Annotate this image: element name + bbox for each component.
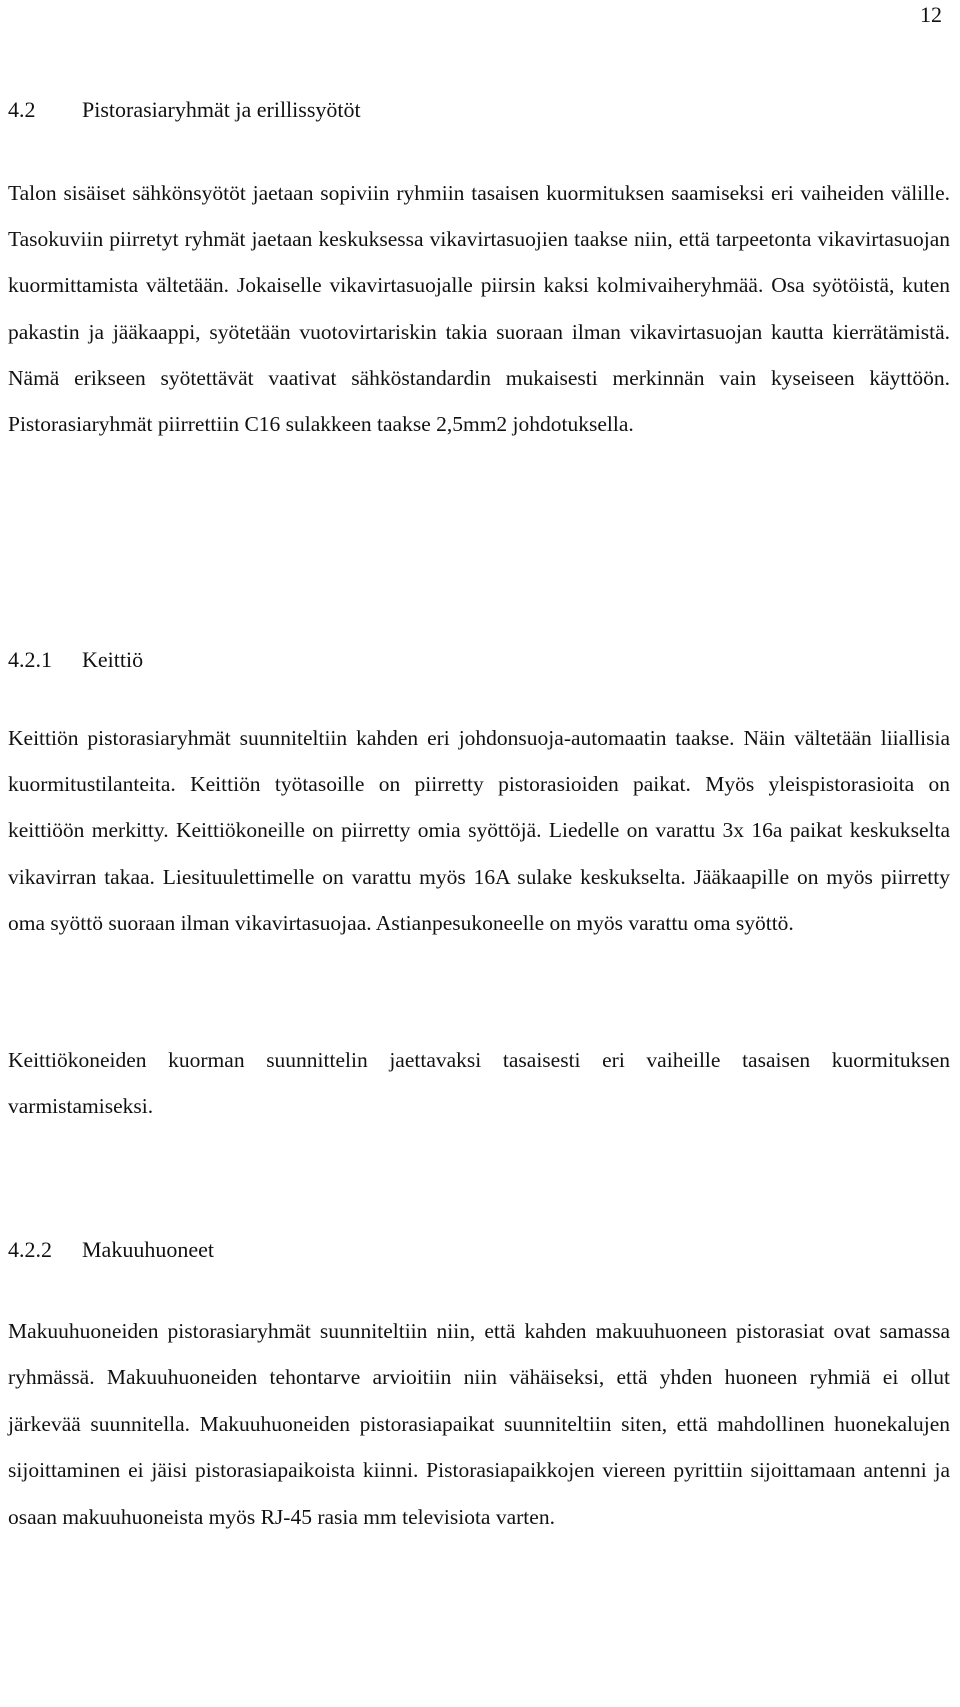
section-number: 4.2.1 [8, 647, 52, 672]
section-4-2-paragraph: Talon sisäiset sähkönsyötöt jaetaan sopiviin ryhmiin tasaisen kuormituksen saamiseksi eri vaiheiden välille. Tasokuviin piirretyt ryhmät jaetaan keskuksessa vikavirtasuojien taakse niin, että tarpeetonta vikavirtasuojan kuormittamista vältetään. Jokaiselle vikavirtasuojalle piirsin kaksi kolmivaiheryhmää. Osa syötöistä, kuten pakastin ja jääkaappi, syötetään vuotovirtariskin takia suoraan ilman vikavirtasuojan kautta kierrätämistä. Nämä erikseen syötettävät vaativat sähköstandardin mukaisesti merkinnän vain kyseiseen käyttöön. Pistorasiaryhmät piirrettiin C16 sulakkeen taakse 2,5mm2 johdotuksella. [8, 181, 950, 437]
section-number: 4.2 [8, 97, 36, 122]
section-heading-4-2-1 [8, 646, 143, 674]
section-4-2-1-paragraph-1: Keittiön pistorasiaryhmät suunniteltiin kahden eri johdonsuoja-automaatin taakse. Näin vältetään liiallisia kuormitustilanteita. Keittiön työtasoille on piirretty pistorasioiden paikat. Myös yleispistorasioita on keittiöön merkitty. Keittiökoneille on piirretty omia syöttöjä. Liedelle on varattu 3x 16a paikat keskukselta vikavirran takaa. Liesituulettimelle on varattu myös 16A sulake keskukselta. Jääkaapille on myös piirretty oma syöttö suoraan ilman vikavirtasuojaa. Astianpesukoneelle on myös varattu oma syöttö. [8, 726, 950, 935]
section-title: Makuuhuoneet [82, 1237, 214, 1262]
section-4-2-1-paragraph-2: Keittiökoneiden kuorman suunnittelin jaettavaksi tasaisesti eri vaiheille tasaisen kuormituksen varmistamiseksi. [8, 1048, 950, 1119]
section-heading-4-2 [8, 96, 361, 124]
section-4-2-2-paragraph: Makuuhuoneiden pistorasiaryhmät suunniteltiin niin, että kahden makuuhuoneen pistorasiat ovat samassa ryhmässä. Makuuhuoneiden tehontarve arvioitiin niin vähäiseksi, että yhden huoneen ryhmiä ei ollut järkevää suunnitella. Makuuhuoneiden pistorasiapaikat suunniteltiin siten, että mahdollinen huonekalujen sijoittaminen ei jäisi pistorasiapaikoista kiinni. Pistorasiapaikkojen viereen pyrittiin sijoittamaan antenni ja osaan makuuhuoneista myös RJ-45 rasia mm televisiota varten. [8, 1319, 950, 1529]
section-number: 4.2.2 [8, 1237, 52, 1262]
section-title: Keittiö [82, 647, 144, 672]
section-title: Pistorasiaryhmät ja erillissyötöt [82, 97, 361, 122]
section-heading-4-2-2 [8, 1236, 214, 1264]
page-number: 12 [920, 2, 942, 27]
